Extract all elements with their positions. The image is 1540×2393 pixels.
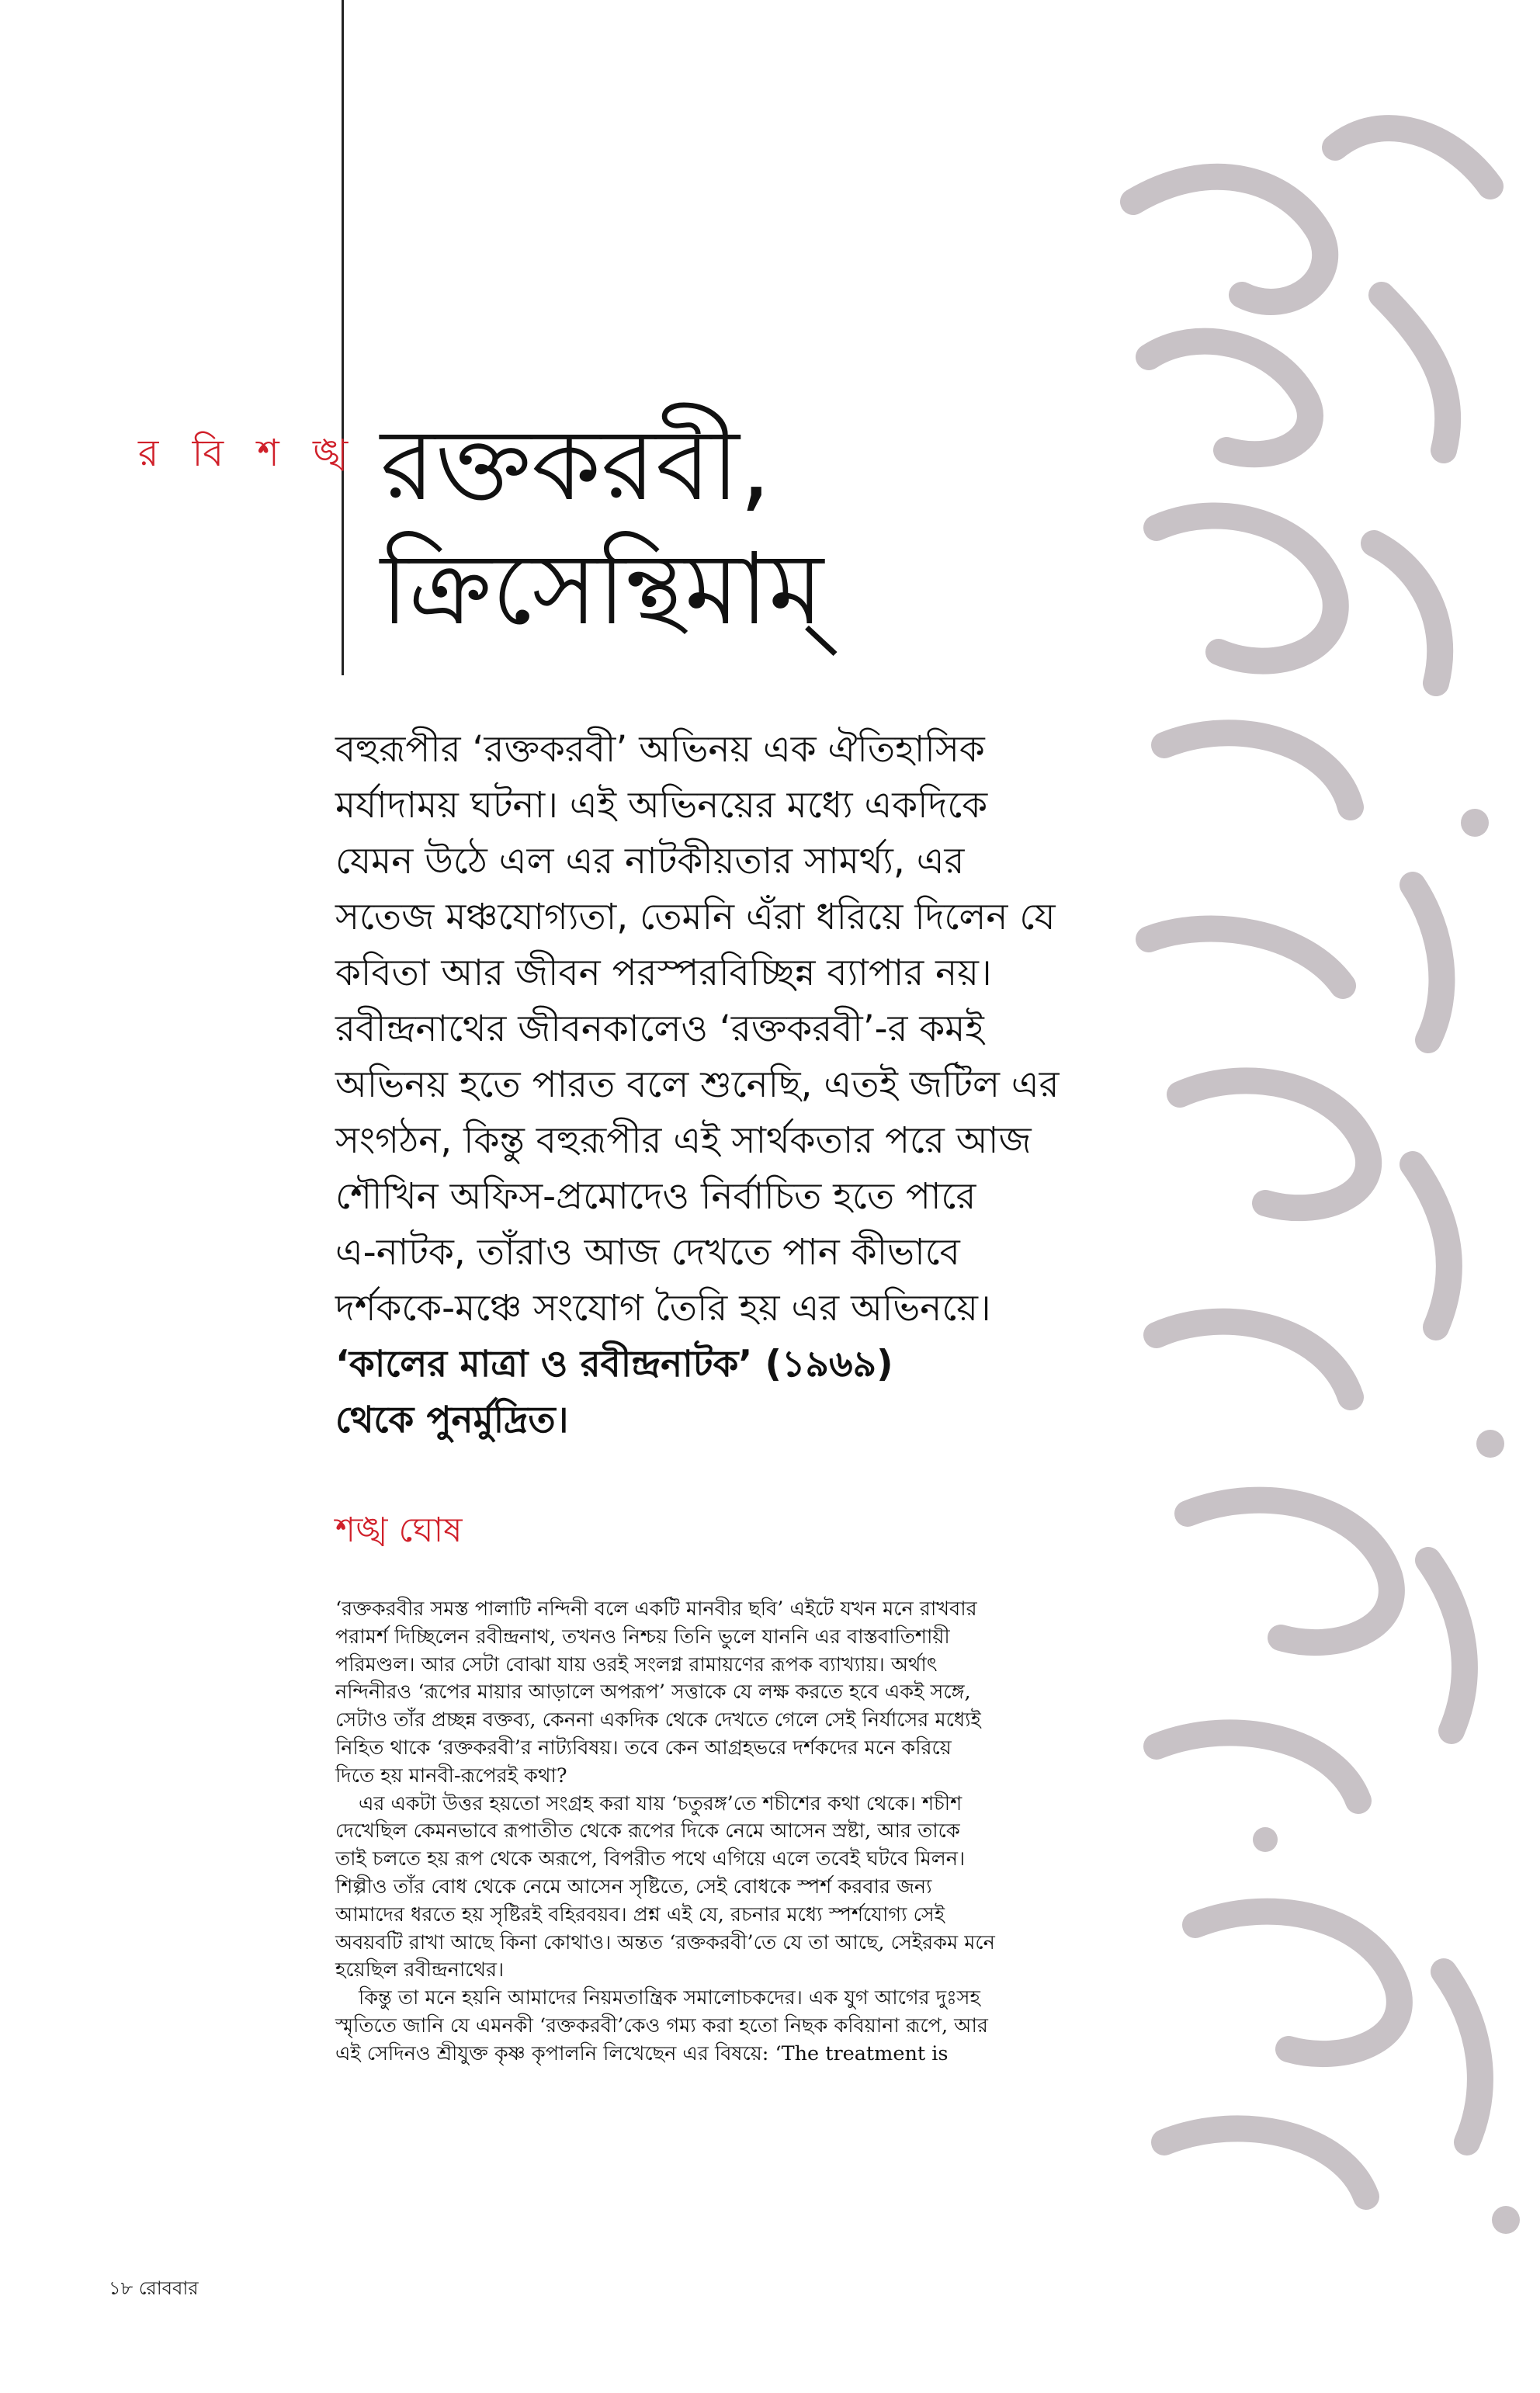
source-credit-line-2: থেকে পুনর্মুদ্রিত। [335, 1399, 569, 1441]
standfirst-line: মর্যাদাময় ঘটনা। এই অভিনয়ের মধ্যে একদিকে [335, 784, 988, 827]
standfirst-line: দর্শককে-মঞ্চে সংযোগ তৈরি হয় এর অভিনয়ে। [335, 1287, 991, 1330]
standfirst-line: রবীন্দ্রনাথের জীবনকালেও ‘রক্তকরবী’-র কমই [335, 1007, 984, 1050]
page-folio: ১৮ রোববার [109, 2277, 199, 2299]
title-line-2: ক্রিসেন্থিমাম্ [380, 532, 824, 647]
article-body [335, 1596, 1174, 2069]
standfirst-line: সতেজ মঞ্চযোগ্যতা, তেমনি এঁরা ধরিয়ে দিলেন যে [335, 896, 1056, 938]
body-line: পরামর্শ দিচ্ছিলেন রবীন্দ্রনাথ, তখনও নিশ্চয় তিনি ভুলে যাননি এর বাস্তবাতিশায়ী [335, 1625, 950, 1649]
body-line: কিন্তু তা মনে হয়নি আমাদের নিয়মতান্ত্রিক সমালোচকদের। এক যুগ আগের দুঃসহ [359, 1986, 980, 2010]
standfirst-line: কবিতা আর জীবন পরস্পরবিচ্ছিন্ন ব্যাপার নয়। [335, 952, 992, 994]
standfirst-line: অভিনয় হতে পারত বলে শুনেছি, এতই জটিল এর [335, 1063, 1060, 1106]
body-line: নন্দিনীরও ‘রূপের মায়ার আড়ালে অপরূপ’ সত্তাকে যে লক্ষ করতে হবে একই সঙ্গে, [335, 1680, 971, 1705]
body-line: আমাদের ধরতে হয় সৃষ্টিরই বহিরবয়ব। প্রশ্ন এই যে, রচনার মধ্যে স্পর্শযোগ্য সেই [335, 1902, 945, 1927]
body-line: নিহিত থাকে ‘রক্তকরবী’র নাট্যবিষয়। তবে কেন আগ্রহভরে দর্শকদের মনে করিয়ে [335, 1736, 952, 1760]
standfirst [335, 722, 1158, 1448]
body-line: হয়েছিল রবীন্দ্রনাথের। [335, 1958, 505, 1982]
decorative-calligraphy [1087, 62, 1540, 2282]
column-rule [342, 0, 344, 675]
body-line: শিল্পীও তাঁর বোধ থেকে নেমে আসেন সৃষ্টিতে, সেই বোধকে স্পর্শ করবার জন্য [335, 1875, 932, 1899]
body-line: এর একটা উত্তর হয়তো সংগ্রহ করা যায় ‘চতুরঙ্গ’তে শচীশের কথা থেকে। শচীশ [359, 1791, 962, 1816]
body-line: সেটাও তাঁর প্রচ্ছন্ন বক্তব্য, কেননা একদিক থেকে দেখতে গেলে সেই নির্যাসের মধ্যেই [335, 1708, 981, 1732]
body-line: স্মৃতিতে জানি যে এমনকী ‘রক্তকরবী’কেও গম্য করা হতো নিছক কবিয়ানা রূপে, আর [335, 2013, 988, 2038]
standfirst-line: এ-নাটক, তাঁরাও আজ দেখতে পান কীভাবে [335, 1231, 960, 1274]
title-line-1: রক্তকরবী, [380, 408, 772, 523]
body-line: ‘রক্তকরবীর সমস্ত পালাটি নন্দিনী বলে একটি মানবীর ছবি’ এইটে যখন মনে রাখবার [335, 1597, 977, 1621]
standfirst-line: যেমন উঠে এল এর নাটকীয়তার সামর্থ্য, এর [335, 840, 965, 883]
standfirst-line: শৌখিন অফিস-প্রমোদেও নির্বাচিত হতে পারে [335, 1175, 976, 1218]
standfirst-line: সংগঠন, কিন্তু বহুরূপীর এই সার্থকতার পরে আজ [335, 1119, 1032, 1162]
body-line: দিতে হয় মানবী-রূপেরই কথা? [335, 1764, 567, 1788]
body-line: তাই চলতে হয় রূপ থেকে অরূপে, বিপরীত পথে এগিয়ে এলে তবেই ঘটবে মিলন। [335, 1847, 966, 1871]
author-byline: শঙ্খ ঘোষ [335, 1510, 463, 1550]
source-credit-line-1: ‘কালের মাত্রা ও রবীন্দ্রনাটক’ (১৯৬৯) [335, 1343, 893, 1386]
body-line: দেখেছিল কেমনভাবে রূপাতীত থেকে রূপের দিকে নেমে আসেন স্রষ্টা, আর তাকে [335, 1819, 960, 1843]
body-line: অবয়বটি রাখা আছে কিনা কোথাও। অন্তত ‘রক্তকরবী’তে যে তা আছে, সেইরকম মনে [335, 1930, 995, 1954]
standfirst-line: বহুরূপীর ‘রক্তকরবী’ অভিনয় এক ঐতিহাসিক [335, 728, 985, 771]
body-line: এই সেদিনও শ্রীযুক্ত কৃষ্ণ কৃপালনি লিখেছেন এর বিষয়ে: ‘The treatment is [335, 2041, 949, 2065]
body-line: পরিমণ্ডল। আর সেটা বোঝা যায় ওরই সংলগ্ন রামায়ণের রূপক ব্যাখ্যায়। অর্থাৎ [335, 1653, 938, 1677]
section-label: র বি শ ঙ্খ [138, 432, 359, 475]
article-title [380, 404, 824, 652]
